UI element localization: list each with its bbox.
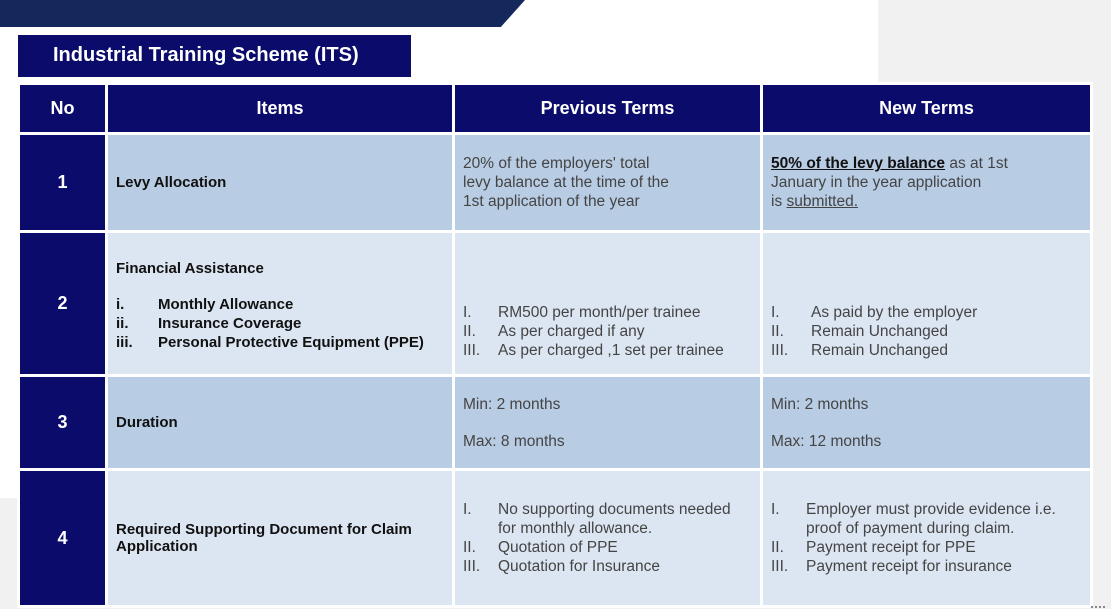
list-item [116,295,452,314]
list-item [463,303,756,322]
list-item [771,303,1086,322]
list-number: I. [771,501,780,518]
previous-terms-cell [454,376,762,470]
new-terms-cell [762,232,1092,376]
list-item [771,538,1086,557]
page-title: Industrial Training Scheme (ITS) [18,35,411,77]
row-number: 2 [19,232,107,376]
list-text: Monthly Allowance [158,295,294,313]
header-new-terms: New Terms [762,84,1092,134]
table-row [19,470,1092,607]
list-number: III. [463,342,481,359]
new-terms-cell [762,376,1092,470]
submitted-underlined: submitted. [786,193,859,210]
new-line-rest: as at 1st [945,155,1008,172]
list-text: Remain Unchanged [811,342,949,359]
table-row [19,376,1092,470]
new-line-prefix: is [771,193,787,210]
previous-line: levy balance at the time of the [463,174,669,191]
list-text: Employer must provide evidence i.e. proof of payment during claim. [806,501,1056,537]
list-item [771,322,1086,341]
list-number: I. [463,304,472,321]
list-number: II. [771,323,784,340]
row-number: 3 [19,376,107,470]
list-number: I. [463,501,472,518]
new-terms-cell [762,134,1092,232]
duration-max: Max: 8 months [463,432,565,450]
list-number: III. [463,558,481,575]
list-text: As per charged if any [498,323,645,340]
table-header-row [19,84,1092,134]
table-row [19,232,1092,376]
row-number: 4 [19,470,107,607]
new-line: January in the year application [771,174,982,191]
list-text: As paid by the employer [811,304,978,321]
list-text: As per charged ,1 set per trainee [498,342,724,359]
list-text: Quotation for Insurance [498,558,660,575]
new-line [771,192,1086,211]
list-number: II. [771,539,784,556]
header-items: Items [107,84,454,134]
duration-min: Min: 2 months [771,395,869,413]
list-text: Payment receipt for insurance [806,558,1012,575]
list-item [116,333,452,352]
list-item [771,557,1086,576]
item-cell [107,232,454,376]
previous-line: 20% of the employers' total [463,155,650,172]
duration-min: Min: 2 months [463,395,561,413]
list-number: II. [463,323,476,340]
new-line [771,154,1086,173]
list-number: II. [463,539,476,556]
previous-terms-cell [454,134,762,232]
new-terms-cell [762,470,1092,607]
list-item [463,557,756,576]
list-item [463,322,756,341]
row-number: 1 [19,134,107,232]
list-item [116,314,452,333]
item-label: Financial Assistance [116,259,264,277]
list-number: i. [116,295,125,313]
previous-terms-cell [454,232,762,376]
list-text: RM500 per month/per trainee [498,304,701,321]
its-comparison-table [17,82,1093,608]
list-text: Remain Unchanged [811,323,949,340]
previous-line: 1st application of the year [463,193,640,210]
subitem-list [116,295,452,352]
list-item [771,341,1086,360]
list-number: I. [771,304,780,321]
list-number: iii. [116,333,133,351]
list-text: Quotation of PPE [498,539,618,556]
list-item [463,538,756,557]
duration-max: Max: 12 months [771,432,882,450]
item-label: Required Supporting Document for Claim Application [107,470,454,607]
item-label: Levy Allocation [107,134,454,232]
list-item [463,500,756,538]
list-number: ii. [116,314,129,332]
list-text: No supporting documents needed for monthly allowance. [498,501,731,537]
list-text: Payment receipt for PPE [806,539,976,556]
list-number: III. [771,342,789,359]
header-previous-terms: Previous Terms [454,84,762,134]
item-label: Duration [107,376,454,470]
table-row [19,134,1092,232]
previous-terms-cell [454,470,762,607]
list-item [463,341,756,360]
header-no: No [19,84,107,134]
list-number: III. [771,558,789,575]
list-text: Insurance Coverage [158,314,302,332]
list-text: Personal Protective Equipment (PPE) [158,333,424,351]
list-item [771,500,1086,538]
levy-highlight: 50% of the levy balance [771,155,946,172]
header-accent-bar [0,0,525,27]
